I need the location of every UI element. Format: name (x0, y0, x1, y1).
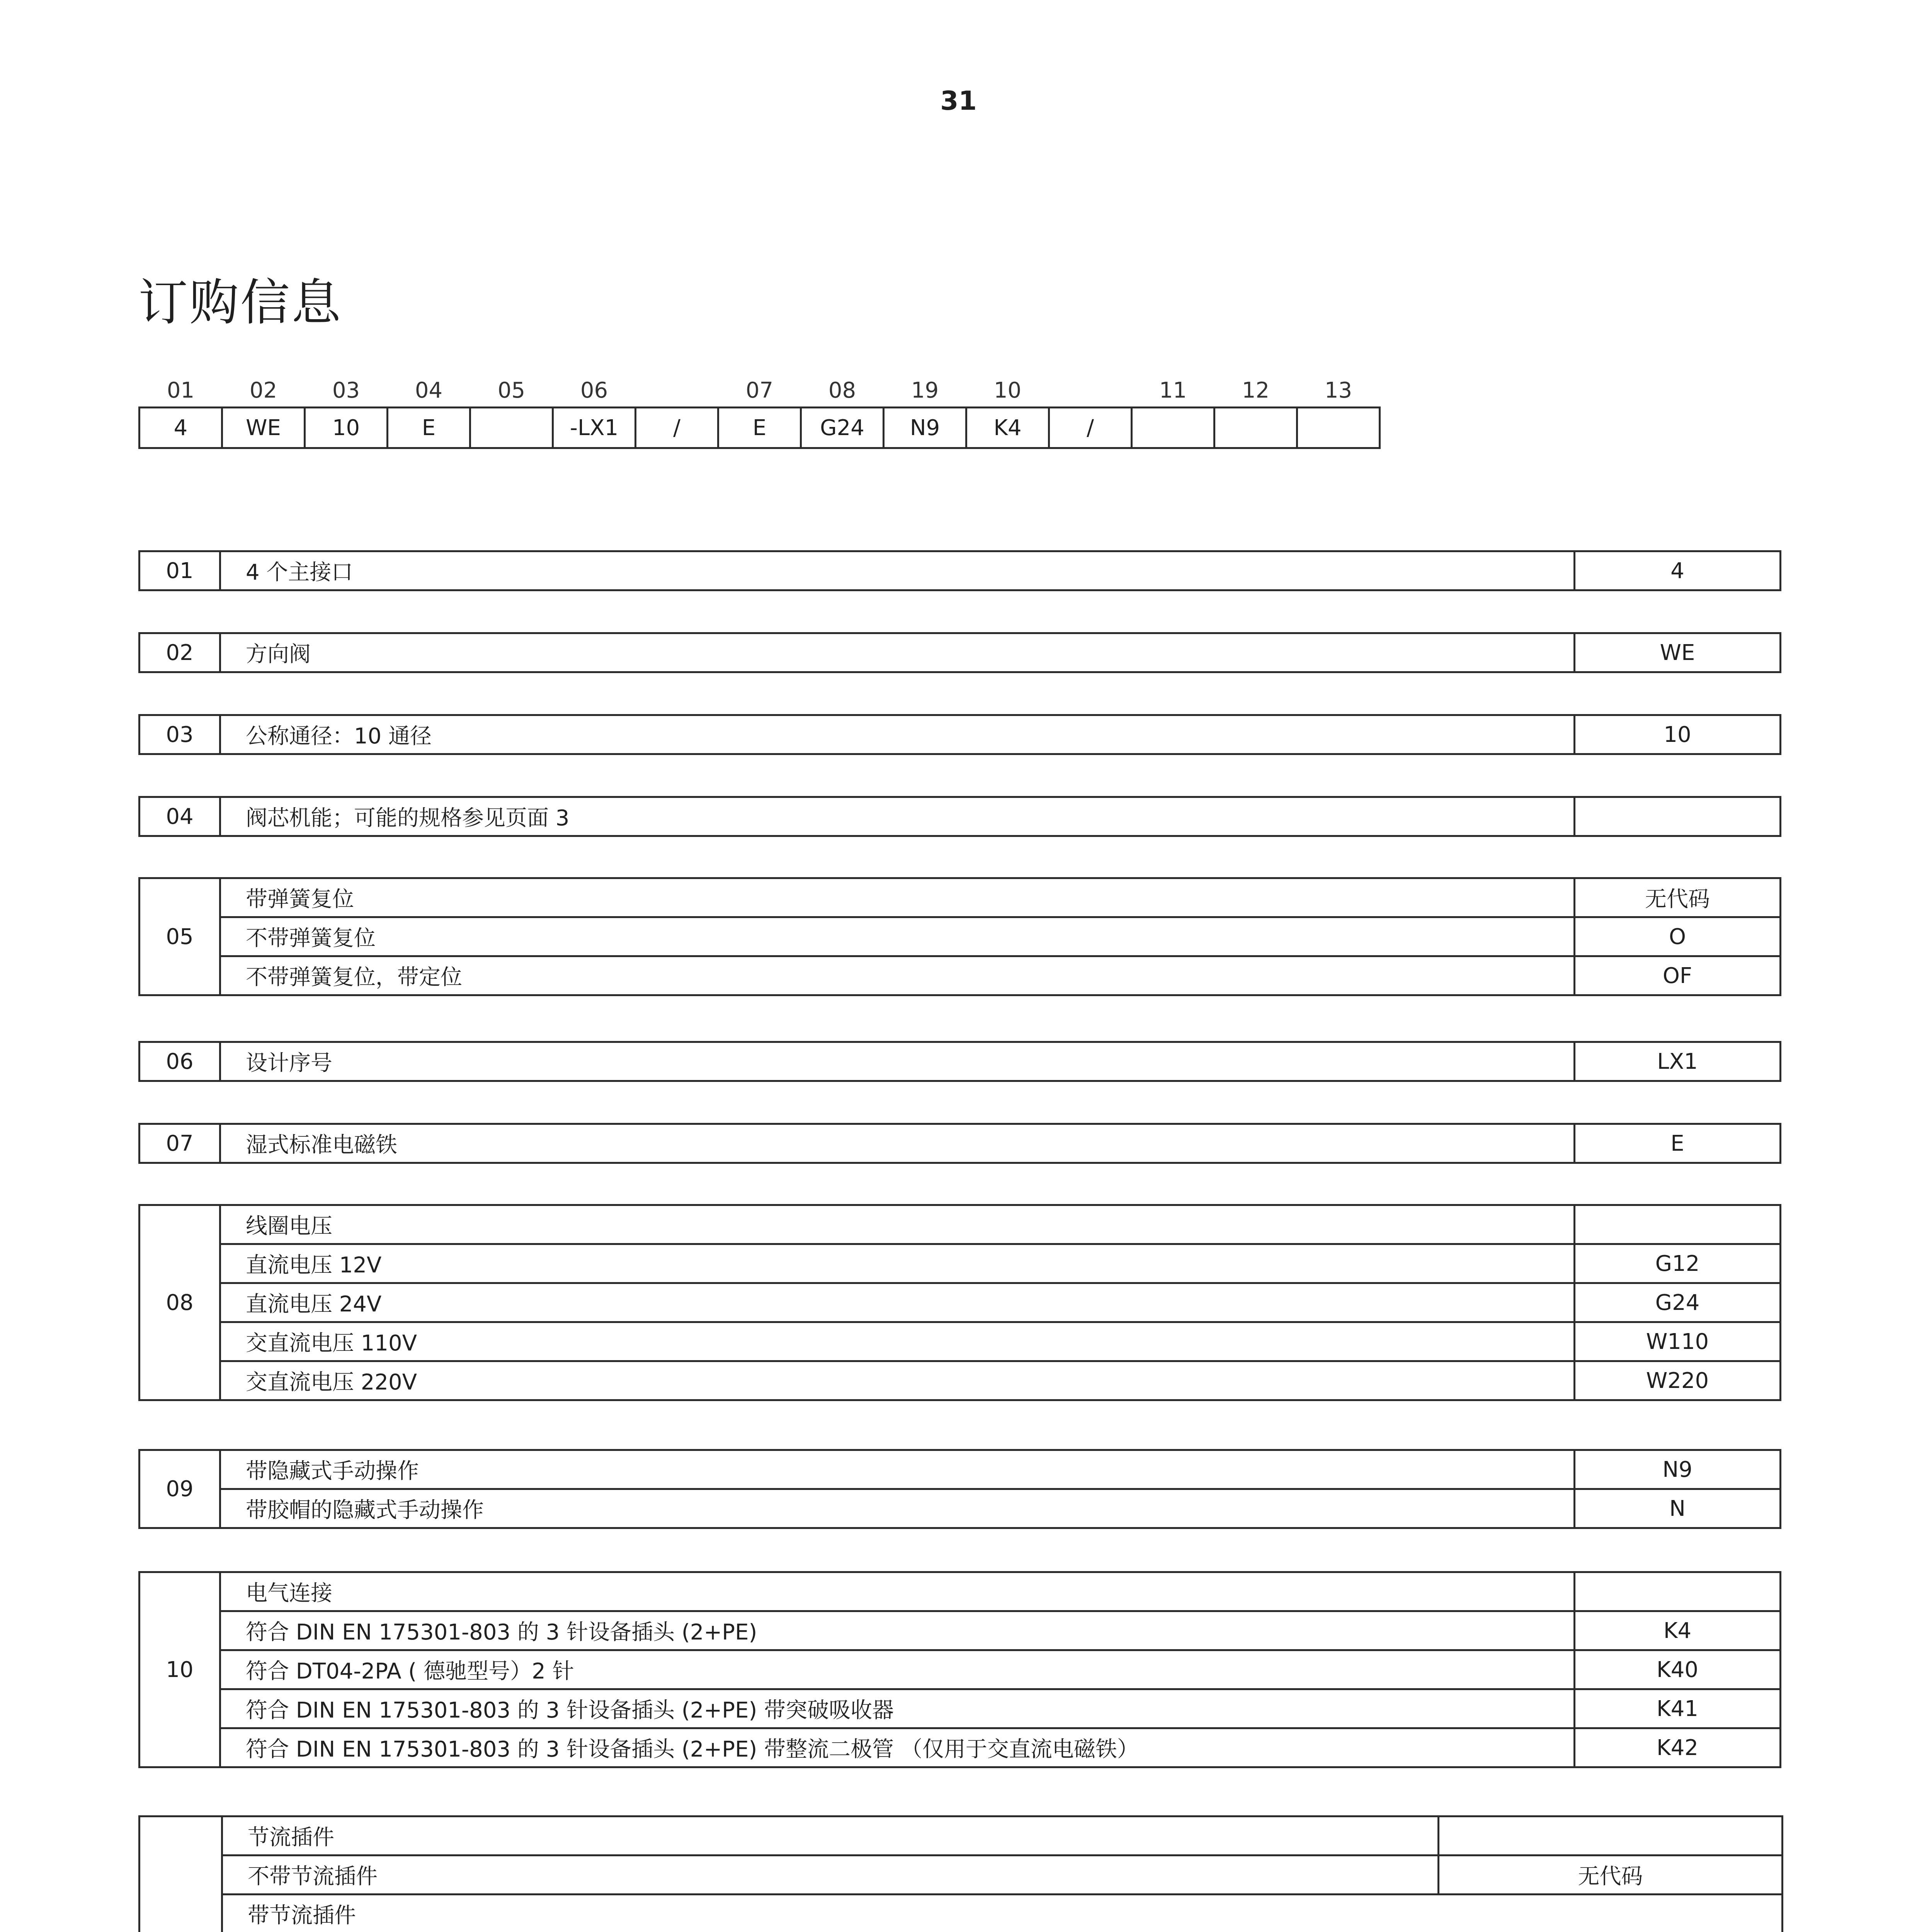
option-05 (138, 877, 1781, 996)
option-number: 06 (139, 1042, 220, 1081)
option-row (139, 1450, 1781, 1489)
option-number: 02 (139, 633, 220, 672)
option-code: W220 (1575, 1361, 1781, 1400)
code-grid-header: 04 (415, 378, 443, 403)
option-row (139, 878, 1781, 917)
option-description: 带节流插件 (222, 1895, 1783, 1932)
option-description: 符合 DIN EN 175301-803 的 3 针设备插头 (2+PE) 带突破吸收器 (220, 1689, 1575, 1728)
option-code: N9 (1575, 1450, 1781, 1489)
code-grid-header: 06 (580, 378, 608, 403)
option-description: 不带弹簧复位，带定位 (220, 956, 1575, 995)
option-code (1575, 1572, 1781, 1611)
code-grid-header-row (139, 374, 1380, 408)
option-description: 节流插件 (222, 1816, 1439, 1855)
code-grid-value: K4 (966, 408, 1049, 448)
option-description: 线圈电压 (220, 1205, 1575, 1244)
option-number: 03 (139, 715, 220, 754)
option-description: 不带弹簧复位 (220, 917, 1575, 956)
code-grid-header: 19 (911, 378, 939, 403)
option-code (1575, 1205, 1781, 1244)
code-grid-value (1297, 408, 1380, 448)
option-06 (138, 1041, 1781, 1082)
option-row (139, 1124, 1781, 1163)
page-number: 31 (940, 86, 977, 116)
option-description: 直流电压 12V (220, 1244, 1575, 1283)
option-description: 交直流电压 220V (220, 1361, 1575, 1400)
option-description: 带胶帽的隐藏式手动操作 (220, 1489, 1575, 1528)
option-code: OF (1575, 956, 1781, 995)
option-row (139, 797, 1781, 836)
option-code: K40 (1575, 1650, 1781, 1689)
code-grid-value: N9 (884, 408, 966, 448)
option-row (139, 551, 1781, 590)
option-code: 无代码 (1439, 1855, 1783, 1895)
option-row (139, 1855, 1783, 1895)
option-row (139, 1322, 1781, 1361)
code-grid-header (1049, 374, 1132, 408)
option-code: K42 (1575, 1728, 1781, 1767)
code-grid-value (1132, 408, 1214, 448)
option-description: 电气连接 (220, 1572, 1575, 1611)
option-code (1575, 797, 1781, 836)
code-grid-header: 12 (1242, 378, 1270, 403)
option-row (139, 1042, 1781, 1081)
option-number: 10 (139, 1572, 220, 1767)
option-description: 4 个主接口 (220, 551, 1575, 590)
page-title: 订购信息 (138, 274, 343, 332)
code-grid-header: 02 (249, 378, 277, 403)
option-description: 不带节流插件 (222, 1855, 1439, 1895)
option-description: 符合 DT04-2PA ( 德驰型号）2 针 (220, 1650, 1575, 1689)
code-grid-header: 08 (828, 378, 856, 403)
code-grid-value: G24 (801, 408, 884, 448)
option-code: W110 (1575, 1322, 1781, 1361)
option-03 (138, 714, 1781, 755)
option-row (139, 1611, 1781, 1650)
option-code: 10 (1575, 715, 1781, 754)
option-number: 09 (139, 1450, 220, 1528)
option-code (1439, 1816, 1783, 1855)
option-row (139, 715, 1781, 754)
option-09 (138, 1449, 1781, 1529)
option-description: 设计序号 (220, 1042, 1575, 1081)
option-description: 阀芯机能；可能的规格参见页面 3 (220, 797, 1575, 836)
option-description: 直流电压 24V (220, 1283, 1575, 1322)
option-04 (138, 796, 1781, 837)
code-grid-value: E (718, 408, 801, 448)
code-grid-value (1214, 408, 1297, 448)
option-code: K4 (1575, 1611, 1781, 1650)
code-grid-value: / (1049, 408, 1132, 448)
option-description: 公称通径：10 通径 (220, 715, 1575, 754)
option-description: 湿式标准电磁铁 (220, 1124, 1575, 1163)
option-row (139, 1816, 1783, 1855)
option-number: 01 (139, 551, 220, 590)
option-row (139, 1283, 1781, 1322)
code-grid-value: -LX1 (553, 408, 636, 448)
option-row (139, 1361, 1781, 1400)
option-code: K41 (1575, 1689, 1781, 1728)
option-row (139, 1244, 1781, 1283)
code-grid-value: WE (222, 408, 305, 448)
option-row (139, 1572, 1781, 1611)
option-code: E (1575, 1124, 1781, 1163)
option-description: 带隐藏式手动操作 (220, 1450, 1575, 1489)
option-code: G12 (1575, 1244, 1781, 1283)
option-code: O (1575, 917, 1781, 956)
code-grid-header: 05 (497, 378, 526, 403)
code-grid-header: 07 (745, 378, 774, 403)
code-grid-header: 10 (993, 378, 1022, 403)
option-row (139, 956, 1781, 995)
option-08 (138, 1204, 1781, 1401)
option-row (139, 633, 1781, 672)
code-grid-value: / (636, 408, 718, 448)
option-description: 符合 DIN EN 175301-803 的 3 针设备插头 (2+PE) 带整流二极管 （仅用于交直流电磁铁） (220, 1728, 1575, 1767)
option-row (139, 1895, 1783, 1932)
option-row (139, 1489, 1781, 1528)
option-10 (138, 1571, 1781, 1768)
option-code: G24 (1575, 1283, 1781, 1322)
option-number: 07 (139, 1124, 220, 1163)
option-row (139, 1728, 1781, 1767)
code-grid-header: 11 (1159, 378, 1187, 403)
option-number: 04 (139, 797, 220, 836)
option-row (139, 1205, 1781, 1244)
option-code: LX1 (1575, 1042, 1781, 1081)
option-code: WE (1575, 633, 1781, 672)
option-description: 交直流电压 110V (220, 1322, 1575, 1361)
code-grid-value (470, 408, 553, 448)
option-number (139, 1816, 222, 1932)
option-description: 方向阀 (220, 633, 1575, 672)
option-code: 4 (1575, 551, 1781, 590)
option-code: N (1575, 1489, 1781, 1528)
option-row (139, 1650, 1781, 1689)
code-grid-value-row (139, 408, 1380, 448)
option-row (139, 1689, 1781, 1728)
option-row (139, 917, 1781, 956)
option-number: 05 (139, 878, 220, 995)
code-grid-header (636, 374, 718, 408)
code-grid-header: 01 (167, 378, 195, 403)
option-07 (138, 1123, 1781, 1164)
code-grid-value: E (388, 408, 470, 448)
code-grid-header: 03 (332, 378, 360, 403)
option-01 (138, 550, 1781, 591)
option-number: 08 (139, 1205, 220, 1400)
option-description: 带弹簧复位 (220, 878, 1575, 917)
code-grid-header: 13 (1324, 378, 1352, 403)
option-description: 符合 DIN EN 175301-803 的 3 针设备插头 (2+PE) (220, 1611, 1575, 1650)
option-02 (138, 632, 1781, 673)
ordering-code-grid (138, 374, 1381, 449)
code-grid-value: 4 (139, 408, 222, 448)
option-11 (138, 1815, 1783, 1932)
option-code: 无代码 (1575, 878, 1781, 917)
code-grid-value: 10 (305, 408, 388, 448)
